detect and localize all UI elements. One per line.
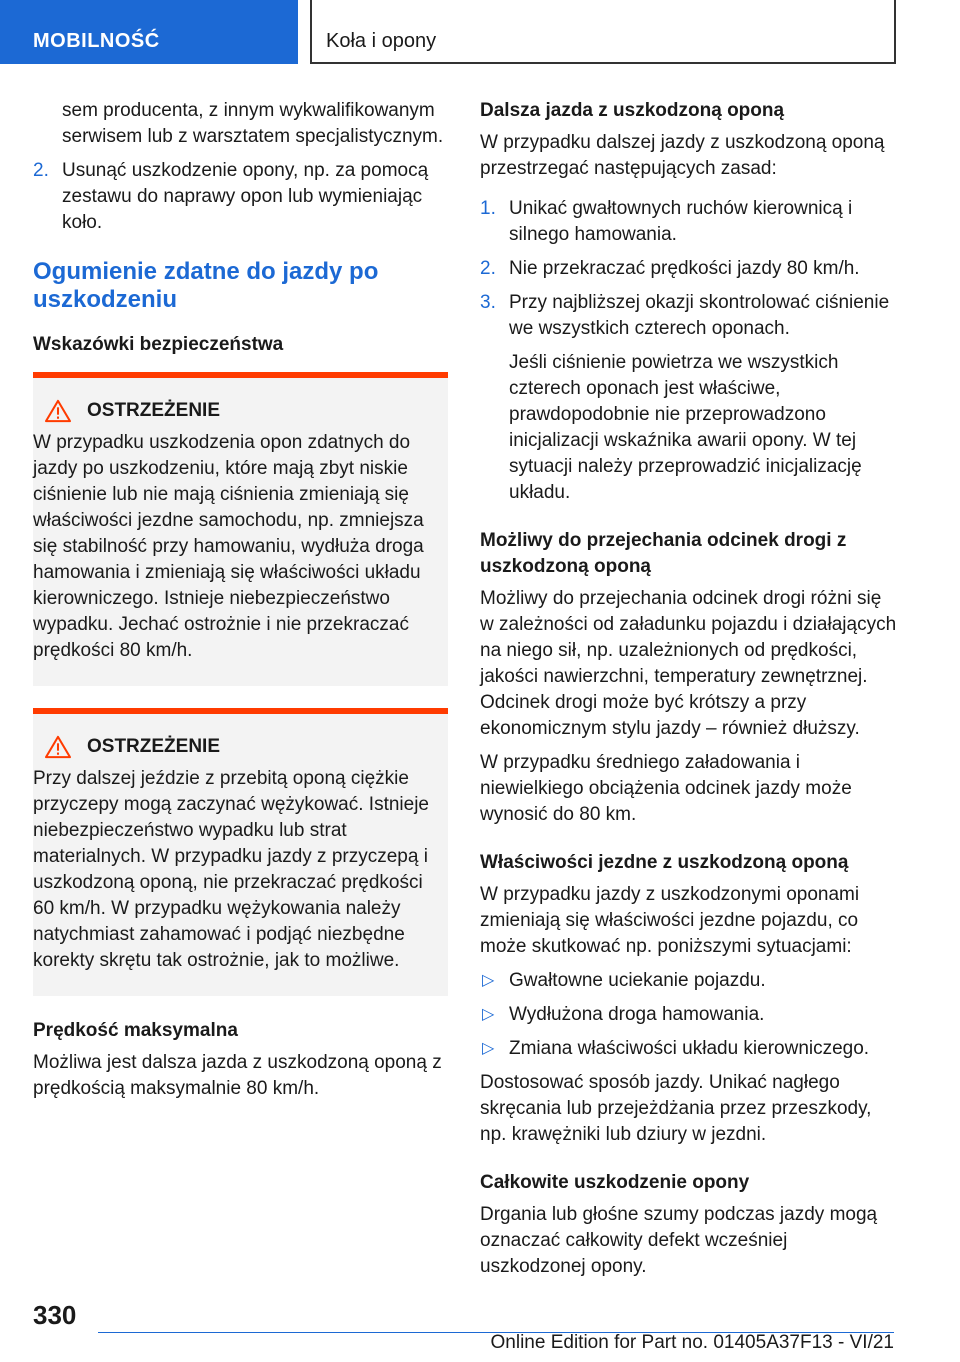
warning-text: Przy dalszej jeździe z przebitą oponą ciężkie przyczepy mogą zaczynać wężykować. Istnieje niebezpieczeństwo wypadku lub strat materialnych. W przypadku jazdy z przyczepą i uszkodzoną oponą, nie przekraczać prędkości 60 km/h. W przypadku wężykowania należy natychmiast zahamować i podjąć niezbędne korekty skrętu tak ostrożnie, jak to możliwe. — [33, 768, 429, 971]
bullet-text: Wydłużona droga hamowania. — [509, 1004, 765, 1025]
warning-triangle-icon — [43, 735, 73, 759]
subheading: Właściwości jezdne z uszkodzoną oponą — [480, 852, 849, 873]
subheading: Prędkość maksymalna — [33, 1020, 238, 1041]
list-item — [480, 256, 898, 282]
list-item — [480, 196, 898, 248]
bullet-item — [480, 968, 898, 994]
list-item — [33, 158, 448, 236]
paragraph: Drgania lub głośne szumy podczas jazdy mogą oznaczać całkowity defekt wcześniej uszkodzonej opony. — [480, 1204, 878, 1277]
list-number: 3. — [480, 292, 496, 313]
list-number: 2. — [33, 160, 49, 181]
right-column — [480, 98, 898, 1288]
list-number: 1. — [480, 198, 496, 219]
warning-box — [33, 708, 448, 996]
subheading: Wskazówki bezpieczeństwa — [33, 334, 284, 355]
paragraph: Możliwa jest dalsza jazda z uszkodzoną oponą z prędkością maksymalnie 80 km/h. — [33, 1052, 442, 1099]
list-item-continuation: sem producenta, z innym wykwalifikowanym serwisem lub z warsztatem specjalistycznym. — [62, 100, 444, 147]
list-item — [480, 290, 898, 342]
section-title: MOBILNOŚĆ — [33, 30, 160, 52]
bullet-item — [480, 1002, 898, 1028]
warning-label: OSTRZEŻENIE — [87, 400, 221, 421]
warning-title — [33, 398, 442, 424]
section-heading: Ogumienie zdatne do jazdy po uszkodzeniu — [33, 258, 379, 313]
warning-label: OSTRZEŻENIE — [87, 736, 221, 757]
page-number: 330 — [33, 1300, 77, 1330]
subheading: Dalsza jazda z uszkodzoną oponą — [480, 100, 785, 121]
list-text: Unikać gwałtownych ruchów kierownicą i silnego hamowania. — [509, 198, 853, 245]
list-number: 2. — [480, 258, 496, 279]
warning-triangle-icon — [43, 399, 73, 423]
list-item-note: Jeśli ciśnienie powietrza we wszystkich czterech oponach jest właściwe, prawdopodobnie nie przeprowadzono inicjalizacji wskaźnika awarii opony. W tej sytuacji należy przeprowadzić inicjalizację układu. — [509, 352, 862, 503]
subheading: Całkowite uszkodzenie opony — [480, 1172, 750, 1193]
paragraph: Możliwy do przejechania odcinek drogi różni się w zależności od załadunku pojazdu i działających na niego sił, np. uzależnionych od prędkości, jakości nawierzchni, temperatury zewnętrznej. Odcinek drogi może być krótszy a przy ekonomicznym stylu jazdy – również dłuższy. — [480, 588, 897, 739]
paragraph: W przypadku dalszej jazdy z uszkodzoną oponą przestrzegać następujących zasad: — [480, 132, 885, 179]
list-text: Przy najbliższej okazji skontrolować ciśnienie we wszystkich czterech oponach. — [509, 292, 890, 339]
paragraph: W przypadku jazdy z uszkodzonymi oponami zmieniają się właściwości jezdne pojazdu, co może skutkować np. poniższymi sytuacjami: — [480, 884, 860, 957]
footer-edition: Online Edition for Part no. 01405A37F13 - VI/21 — [490, 1332, 894, 1353]
triangle-bullet-icon: ▷ — [482, 1040, 495, 1057]
bullet-text: Zmiana właściwości układu kierowniczego. — [509, 1038, 870, 1059]
paragraph: Dostosować sposób jazdy. Unikać nagłego skręcania lub przejeżdżania przez przeszkody, np. krawężniki lub dziury w jezdni. — [480, 1072, 872, 1145]
chapter-title: Koła i opony — [326, 30, 437, 52]
triangle-bullet-icon: ▷ — [482, 972, 495, 989]
section-tab — [0, 0, 298, 64]
subheading: Możliwy do przejechania odcinek drogi z uszkodzoną oponą — [480, 530, 847, 577]
warning-box — [33, 372, 448, 686]
warning-title — [33, 734, 442, 760]
triangle-bullet-icon: ▷ — [482, 1006, 495, 1023]
bullet-text: Gwałtowne uciekanie pojazdu. — [509, 970, 766, 991]
paragraph: W przypadku średniego załadowania i niewielkiego obciążenia odcinek jazdy może wynosić do 80 km. — [480, 752, 852, 825]
left-column — [33, 98, 448, 1110]
page-header — [0, 0, 960, 66]
list-text: Nie przekraczać prędkości jazdy 80 km/h. — [509, 258, 860, 279]
chapter-tab — [310, 0, 896, 64]
list-text: Usunąć uszkodzenie opony, np. za pomocą zestawu do naprawy opon lub wymieniając koło. — [62, 160, 429, 233]
warning-text: W przypadku uszkodzenia opon zdatnych do jazdy po uszkodzeniu, które mają zbyt niskie ciśnienie lub nie mają ciśnienia zmieniają się właściwości jezdne samochodu, np. zmniejsza się stabilność przy hamowaniu, wydłuża droga hamowania i zmieniają się właściwości układu kierowniczego. Istnieje niebezpieczeństwo wypadku. Jechać ostrożnie i nie przekraczać prędkości 80 km/h. — [33, 432, 424, 661]
bullet-item — [480, 1036, 898, 1062]
